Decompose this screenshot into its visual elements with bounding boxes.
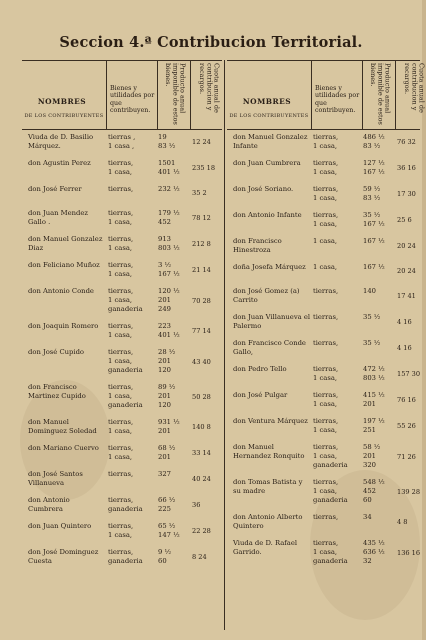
cuota-cell: 4 16 bbox=[397, 344, 412, 352]
producto-cell: 1501 401 ½ bbox=[158, 159, 180, 176]
contributor-name: don Manuel Dominguez Soledad bbox=[28, 418, 97, 435]
contributor-name: don Manuel Gonzalez Diaz bbox=[28, 235, 103, 252]
contributor-name: Viuda de D. Basilio Márquez. bbox=[28, 133, 94, 150]
bienes-cell: tierras, 1 casa, ganaderia bbox=[108, 287, 143, 313]
cuota-cell: 139 28 bbox=[397, 487, 421, 496]
table-row bbox=[22, 319, 222, 345]
header-cuota: Cuota anual de contribucion y recargos. bbox=[198, 63, 221, 113]
left-table bbox=[22, 60, 222, 571]
table-row bbox=[22, 493, 222, 519]
bienes-cell: tierras, bbox=[313, 287, 339, 295]
table-row bbox=[227, 208, 420, 234]
bienes-cell: tierras, bbox=[313, 513, 339, 521]
producto-cell: 89 ½ 201 120 bbox=[158, 383, 176, 409]
table-row bbox=[227, 336, 420, 362]
bienes-cell: tierras, 1 casa, bbox=[313, 391, 339, 408]
table-row bbox=[227, 310, 420, 336]
bienes-cell: 1 casa, bbox=[313, 237, 338, 245]
table-row bbox=[227, 156, 420, 182]
table-row bbox=[22, 519, 222, 545]
table-row bbox=[22, 545, 222, 571]
producto-cell: 167 ½ bbox=[363, 237, 385, 245]
cuota-cell: 78 12 bbox=[192, 214, 211, 222]
header-cuota: Cuota anual de contribucion y recargos. bbox=[403, 63, 426, 113]
cuota-cell: 71 26 bbox=[397, 452, 416, 461]
producto-cell: 415 ½ 201 bbox=[363, 391, 385, 408]
contributor-name: don Joaquin Romero bbox=[28, 322, 99, 330]
cuota-cell: 35 2 bbox=[192, 189, 207, 197]
table-row bbox=[22, 380, 222, 415]
header-bienes: Bienes y utilidades por que contribuyen. bbox=[315, 85, 360, 115]
table-row bbox=[227, 182, 420, 208]
table-row bbox=[227, 362, 420, 388]
cuota-cell: 12 24 bbox=[192, 138, 211, 146]
table-row bbox=[22, 467, 222, 493]
producto-cell: 435 ½ 636 ½ 32 bbox=[363, 539, 385, 565]
bienes-cell: tierras, 1 casa, bbox=[313, 133, 339, 150]
bienes-cell: tierras, ganaderia bbox=[108, 548, 143, 565]
bienes-cell: tierras, 1 casa, bbox=[313, 159, 339, 176]
bienes-cell: tierras, bbox=[108, 470, 134, 478]
bienes-cell: tierras, 1 casa, ganaderia bbox=[313, 478, 348, 504]
contributor-name: don José Gomez (a) Carrito bbox=[233, 287, 300, 304]
producto-cell: 35 ½ 167 ½ bbox=[363, 211, 385, 228]
table-row bbox=[22, 415, 222, 441]
producto-cell: 58 ½ 201 320 bbox=[363, 443, 381, 469]
producto-cell: 3 ½ 167 ½ bbox=[158, 261, 180, 278]
bienes-cell: tierras, 1 casa, bbox=[313, 211, 339, 228]
contributor-name: don Francisco Martinez Cupido bbox=[28, 383, 86, 400]
producto-cell: 120 ½ 201 249 bbox=[158, 287, 180, 313]
bienes-cell: tierras, 1 casa, bbox=[313, 365, 339, 382]
contributor-name: don Francisco Hinestroza bbox=[233, 237, 282, 254]
cuota-cell: 235 18 bbox=[192, 164, 216, 172]
right-rows bbox=[227, 130, 420, 571]
bienes-cell: tierras, 1 casa, bbox=[108, 235, 134, 252]
contributor-name: don José Ferrer bbox=[28, 185, 82, 193]
producto-cell: 65 ½ 147 ½ bbox=[158, 522, 180, 539]
cuota-cell: 4 16 bbox=[397, 318, 412, 326]
column-separator bbox=[224, 60, 225, 630]
producto-cell: 179 ½ 452 bbox=[158, 209, 180, 226]
header-nombres: NOMBRES bbox=[37, 97, 87, 106]
contributor-name: don José Pulgar bbox=[233, 391, 288, 399]
cuota-cell: 50 28 bbox=[192, 392, 211, 401]
contributor-name: don Agustin Perez bbox=[28, 159, 91, 167]
bienes-cell: tierras , 1 casa , bbox=[108, 133, 136, 150]
cuota-cell: 70 28 bbox=[192, 296, 211, 305]
cuota-cell: 20 24 bbox=[397, 242, 416, 250]
table-row bbox=[22, 156, 222, 182]
bienes-cell: tierras, 1 casa, bbox=[108, 159, 134, 176]
bienes-cell: tierras, bbox=[313, 339, 339, 347]
producto-cell: 9 ½ 60 bbox=[158, 548, 172, 565]
right-table bbox=[227, 60, 426, 571]
left-rows bbox=[22, 130, 222, 571]
contributor-name: don Manuel Hernandez Ronquito bbox=[233, 443, 305, 460]
contributor-name: don José Dominguez Cuesta bbox=[28, 548, 99, 565]
header-contribuyentes: DE LOS CONTRIBUYENTES bbox=[229, 113, 309, 119]
bienes-cell: tierras, 1 casa, bbox=[108, 522, 134, 539]
table-row bbox=[227, 130, 420, 156]
producto-cell: 35 ½ bbox=[363, 339, 381, 347]
bienes-cell: tierras, 1 casa, bbox=[108, 418, 134, 435]
bienes-cell: tierras, ganaderia bbox=[108, 496, 143, 513]
contributor-name: don Juan Villanueva el Palermo bbox=[233, 313, 311, 330]
cuota-cell: 43 40 bbox=[192, 357, 211, 366]
producto-cell: 127 ½ 167 ½ bbox=[363, 159, 385, 176]
cuota-cell: 157 30 bbox=[397, 370, 421, 378]
table-row bbox=[227, 536, 420, 571]
producto-cell: 548 ½ 452 60 bbox=[363, 478, 385, 504]
cuota-cell: 20 24 bbox=[397, 267, 416, 275]
contributor-name: don Mariano Cuervo bbox=[28, 444, 99, 452]
contributor-name: don Antonio Conde bbox=[28, 287, 94, 295]
contributor-name: don Ventura Márquez bbox=[233, 417, 308, 425]
cuota-cell: 36 bbox=[192, 501, 201, 509]
contributor-name: Viuda de D. Rafael Garrido. bbox=[233, 539, 298, 556]
bienes-cell: tierras, 1 casa, bbox=[313, 417, 339, 434]
producto-cell: 232 ½ bbox=[158, 185, 180, 193]
bienes-cell: tierras, 1 casa, bbox=[108, 322, 134, 339]
bienes-cell: tierras, bbox=[313, 313, 339, 321]
cuota-cell: 22 28 bbox=[192, 527, 211, 535]
cuota-cell: 40 24 bbox=[192, 475, 211, 483]
table-row bbox=[22, 345, 222, 380]
contributor-name: don Juan Cumbrera bbox=[233, 159, 301, 167]
producto-cell: 68 ½ 201 bbox=[158, 444, 176, 461]
producto-cell: 19 83 ½ bbox=[158, 133, 176, 150]
cuota-cell: 21 14 bbox=[192, 266, 211, 274]
table-row bbox=[22, 284, 222, 319]
cuota-cell: 25 6 bbox=[397, 216, 412, 224]
cuota-cell: 17 30 bbox=[397, 190, 416, 198]
producto-cell: 223 401 ½ bbox=[158, 322, 180, 339]
cuota-cell: 140 8 bbox=[192, 423, 211, 431]
cuota-cell: 17 41 bbox=[397, 292, 416, 300]
bienes-cell: 1 casa, bbox=[313, 263, 338, 271]
producto-cell: 486 ½ 83 ½ bbox=[363, 133, 385, 150]
cuota-cell: 76 16 bbox=[397, 396, 416, 404]
producto-cell: 34 bbox=[363, 513, 372, 521]
contributor-name: don Juan Quintero bbox=[28, 522, 92, 530]
table-row bbox=[227, 475, 420, 510]
bienes-cell: tierras, 1 casa, ganaderia bbox=[108, 383, 143, 409]
producto-cell: 35 ½ bbox=[363, 313, 381, 321]
producto-cell: 472 ½ 803 ½ bbox=[363, 365, 385, 382]
producto-cell: 167 ½ bbox=[363, 263, 385, 271]
header-nombres: NOMBRES bbox=[242, 97, 292, 106]
cuota-cell: 76 32 bbox=[397, 138, 416, 146]
contributor-name: don Tomas Batista y su madre bbox=[233, 478, 303, 495]
contributor-name: don Francisco Conde Gallo, bbox=[233, 339, 306, 356]
cuota-cell: 136 16 bbox=[397, 548, 421, 557]
bienes-cell: tierras, 1 casa, ganaderia bbox=[313, 443, 348, 469]
bienes-cell: tierras, bbox=[108, 185, 134, 193]
table-header bbox=[227, 60, 426, 130]
cuota-cell: 212 8 bbox=[192, 240, 211, 248]
table-row bbox=[22, 232, 222, 258]
producto-cell: 66 ½ 225 bbox=[158, 496, 176, 513]
table-row bbox=[22, 182, 222, 206]
contributor-name: don José Soriano. bbox=[233, 185, 294, 193]
table-row bbox=[227, 440, 420, 475]
contributor-name: don Feliciano Muñoz bbox=[28, 261, 100, 269]
contributor-name: don José Santos Villanueva bbox=[28, 470, 83, 487]
table-row bbox=[227, 284, 420, 310]
contributor-name: don Antonio Cumbrera bbox=[28, 496, 70, 513]
cuota-cell: 8 24 bbox=[192, 553, 207, 561]
page-title: Seccion 4.ª Contribucion Territorial. bbox=[59, 34, 363, 51]
cuota-cell: 4 8 bbox=[397, 518, 408, 526]
header-producto: Producto anual imponible de estos bienes. bbox=[369, 63, 392, 125]
table-header bbox=[22, 60, 222, 130]
cuota-cell: 36 16 bbox=[397, 164, 416, 172]
table-row bbox=[22, 206, 222, 232]
cuota-cell: 55 26 bbox=[397, 422, 416, 430]
table-row bbox=[227, 414, 420, 440]
producto-cell: 140 bbox=[363, 287, 376, 295]
table-row bbox=[227, 234, 420, 260]
contributor-name: don Pedro Tello bbox=[233, 365, 287, 373]
bienes-cell: tierras, 1 casa, ganaderia bbox=[108, 348, 143, 374]
bienes-cell: tierras, 1 casa, bbox=[108, 444, 134, 461]
cuota-cell: 77 14 bbox=[192, 327, 211, 335]
bienes-cell: tierras, 1 casa, ganaderia bbox=[313, 539, 348, 565]
header-producto: Producto anual imponible de estos bienes. bbox=[164, 63, 187, 125]
producto-cell: 28 ½ 201 120 bbox=[158, 348, 176, 374]
table-row bbox=[227, 388, 420, 414]
table-row bbox=[227, 510, 420, 536]
contributor-name: don José Cupido bbox=[28, 348, 85, 356]
bienes-cell: tierras, 1 casa, bbox=[313, 185, 339, 202]
table-row bbox=[227, 260, 420, 284]
producto-cell: 59 ½ 83 ½ bbox=[363, 185, 381, 202]
producto-cell: 327 bbox=[158, 470, 171, 478]
bienes-cell: tierras, 1 casa, bbox=[108, 209, 134, 226]
header-contribuyentes: DE LOS CONTRIBUYENTES bbox=[24, 113, 104, 119]
bienes-cell: tierras, 1 casa, bbox=[108, 261, 134, 278]
table-row bbox=[22, 441, 222, 467]
contributor-name: don Antonio Infante bbox=[233, 211, 302, 219]
table-row bbox=[22, 130, 222, 156]
producto-cell: 197 ½ 251 bbox=[363, 417, 385, 434]
contributor-name: don Manuel Gonzalez Infante bbox=[233, 133, 308, 150]
contributor-name: don Juan Mendez Gallo . bbox=[28, 209, 88, 226]
header-bienes: Bienes y utilidades por que contribuyen. bbox=[110, 85, 155, 115]
producto-cell: 913 803 ½ bbox=[158, 235, 180, 252]
table-row bbox=[22, 258, 222, 284]
producto-cell: 931 ½ 201 bbox=[158, 418, 180, 435]
contributor-name: don Antonio Alberto Quintero bbox=[233, 513, 303, 530]
contributor-name: doña Josefa Márquez bbox=[233, 263, 306, 271]
cuota-cell: 33 14 bbox=[192, 449, 211, 457]
